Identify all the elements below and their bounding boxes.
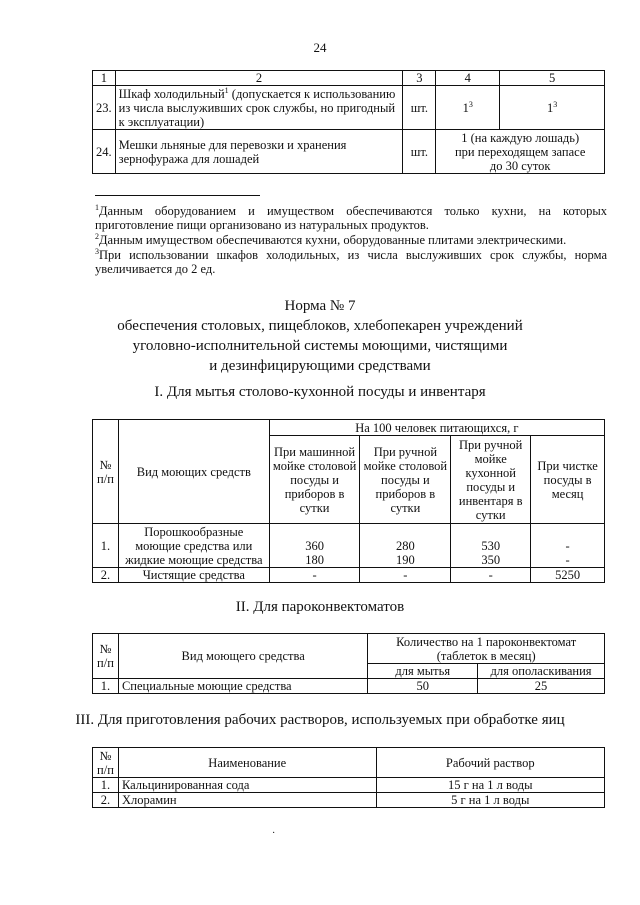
header-cell: 4	[436, 71, 500, 86]
header-cell: 2	[115, 71, 403, 86]
norm-subtitle-line: обеспечения столовых, пищеблоков, хлебопекарен учреждений	[117, 318, 523, 334]
footnote-divider	[95, 195, 260, 196]
value-cell: 360 180	[269, 524, 360, 568]
header-cell: 3	[403, 71, 436, 86]
header-cell: № п/п	[93, 748, 119, 778]
table-row	[93, 86, 605, 130]
value-cell: -	[269, 568, 360, 583]
item-name: Хлорамин	[118, 793, 376, 808]
table-header-row	[93, 634, 605, 664]
value-cell: 5250	[531, 568, 605, 583]
row-number: 2.	[93, 568, 119, 583]
value-cell: -	[360, 568, 451, 583]
row-number: 1.	[93, 778, 119, 793]
table-row	[93, 524, 605, 568]
norm-title: Норма № 7	[284, 298, 356, 314]
table-row	[93, 778, 605, 793]
item-name: Порошкообразные моющие средства или жидкие моющие средства	[118, 524, 269, 568]
item-name: Чистящие средства	[118, 568, 269, 583]
header-cell: 5	[500, 71, 605, 86]
item-name: Кальцинированная сода	[118, 778, 376, 793]
norm-subtitle-line: уголовно-исполнительной системы моющими, чистящими	[132, 338, 508, 354]
page-number: 24	[313, 40, 327, 55]
value-cell: - -	[531, 524, 605, 568]
table-row	[93, 130, 605, 174]
value-cell: 530 350	[451, 524, 531, 568]
table-row	[93, 679, 605, 694]
header-cell: Вид моющего средства	[118, 634, 367, 679]
header-cell: На 100 человек питающихся, г	[269, 420, 604, 436]
row-number: 23.	[93, 86, 116, 130]
footnote: $^2$Данным имуществом обеспечиваются кухни, оборудованные плитами электрическими.	[95, 231, 567, 247]
footnote: $^3$При использовании шкафов холодильных, из числа выслуживших срок службы, норма увеличивается до 2 ед.	[95, 246, 607, 276]
norm-subtitle-line: и дезинфицирующими средствами	[209, 358, 431, 374]
header-cell: При чистке посуды в месяц	[531, 436, 605, 524]
section-title: III. Для приготовления рабочих растворов, используемых при обработке яиц	[75, 712, 565, 728]
footnote: $^1$Данным оборудованием и имуществом обеспечиваются только кухни, на которых приготовление пищи организовано из натуральных продуктов.	[95, 202, 607, 232]
header-cell: Наименование	[118, 748, 376, 778]
item-qty: $1^3$	[436, 86, 500, 130]
steamer-table	[92, 633, 605, 694]
value-cell: 25	[478, 679, 605, 694]
header-cell: Рабочий раствор	[376, 748, 604, 778]
value-cell: 15 г на 1 л воды	[376, 778, 604, 793]
table-row	[93, 793, 605, 808]
item-unit: шт.	[403, 86, 436, 130]
table-header-row	[93, 748, 605, 778]
section-title: I. Для мытья столово-кухонной посуды и инвентаря	[154, 384, 486, 400]
header-cell: При ручной мойке кухонной посуды и инвентаря в сутки	[451, 436, 531, 524]
header-cell: При машинной мойке столовой посуды и приборов в сутки	[269, 436, 360, 524]
item-qty: 1 (на каждую лошадь) при переходящем запасе до 30 суток	[436, 130, 605, 174]
header-cell: 1	[93, 71, 116, 86]
item-name: Специальные моющие средства	[118, 679, 367, 694]
row-number: 24.	[93, 130, 116, 174]
egg-solution-table	[92, 747, 605, 808]
item-name: Мешки льняные для перевозки и хранения зернофуража для лошадей	[115, 130, 403, 174]
section-title: II. Для пароконвектоматов	[235, 599, 405, 615]
row-number: 1.	[93, 679, 119, 694]
equipment-table	[92, 70, 605, 174]
row-number: 2.	[93, 793, 119, 808]
value-cell: 50	[368, 679, 478, 694]
header-cell: для ополаскивания	[478, 664, 605, 679]
value-cell: 5 г на 1 л воды	[376, 793, 604, 808]
header-cell: Вид моющих средств	[118, 420, 269, 524]
table-header-row	[93, 420, 605, 436]
value-cell: -	[451, 568, 531, 583]
header-cell: для мытья	[368, 664, 478, 679]
header-cell: № п/п	[93, 420, 119, 524]
dishwashing-table	[92, 419, 605, 583]
value-cell: 280 190	[360, 524, 451, 568]
header-cell: Количество на 1 пароконвектомат (таблеток в месяц)	[368, 634, 605, 664]
item-name: Шкаф холодильный$^1$ (допускается к использованию из числа выслуживших срок службы, но пригодный к эксплуатации)	[115, 86, 403, 130]
item-unit: шт.	[403, 130, 436, 174]
header-cell: № п/п	[93, 634, 119, 679]
item-qty: $1^3$	[500, 86, 605, 130]
header-cell: При ручной мойке столовой посуды и приборов в сутки	[360, 436, 451, 524]
table-header-row	[93, 71, 605, 86]
scan-speck: ·	[272, 828, 276, 839]
table-row	[93, 568, 605, 583]
row-number: 1.	[93, 524, 119, 568]
